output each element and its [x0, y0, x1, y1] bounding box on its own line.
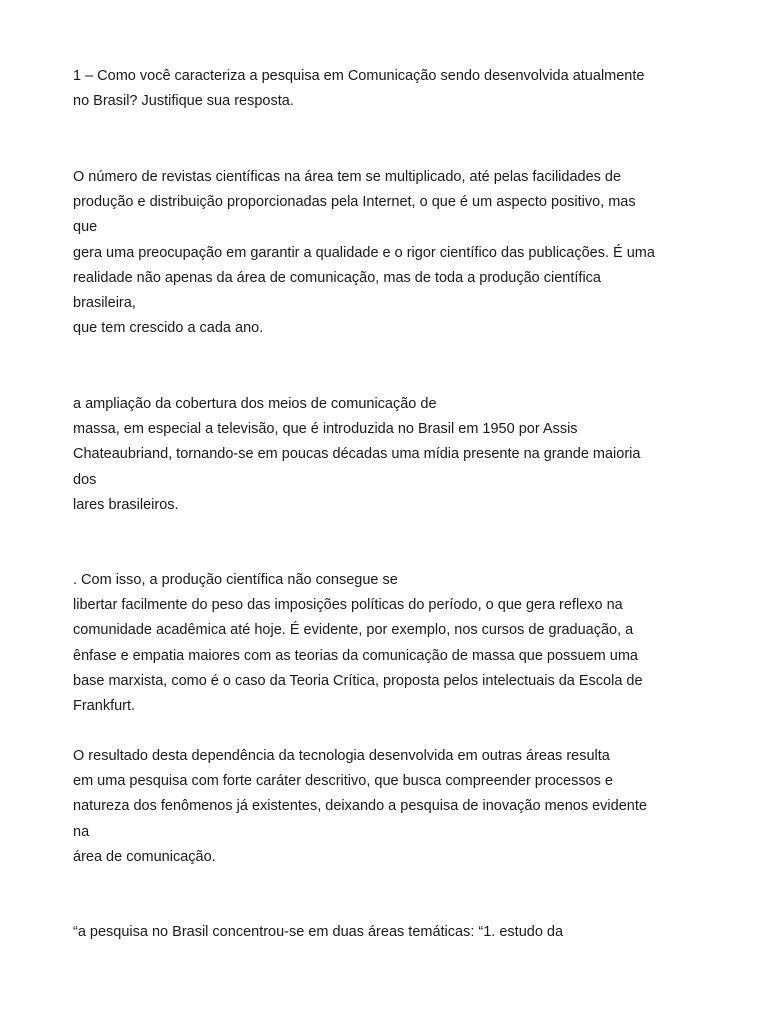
text-line: realidade não apenas da área de comunicação, mas de toda a produção científica — [73, 269, 601, 286]
text-line: área de comunicação. — [73, 848, 216, 865]
text-line: a ampliação da cobertura dos meios de comunicação de — [73, 396, 437, 412]
paragraph-thematic-areas-quote — [73, 920, 733, 945]
text-line: “a pesquisa no Brasil concentrou-se em duas áreas temáticas: “1. estudo da — [73, 924, 564, 940]
text-line: que tem crescido a cada ano. — [73, 320, 264, 337]
paragraph-political-impositions — [73, 568, 733, 719]
text-line: comunidade acadêmica até hoje. É evidente, por exemplo, nos cursos de graduação, a — [73, 622, 634, 639]
text-line: ênfase e empatia maiores com as teorias da comunicação de massa que possuem uma — [73, 647, 638, 664]
paragraph-mass-media — [73, 392, 733, 518]
text-line: em uma pesquisa com forte caráter descritivo, que busca compreender processos e — [73, 773, 613, 790]
text-line: O número de revistas científicas na área tem se multiplicado, até pelas facilidades de — [73, 169, 622, 185]
text-line: libertar facilmente do peso das imposições políticas do período, o que gera reflexo na — [73, 597, 623, 614]
text-line: lares brasileiros. — [73, 496, 179, 513]
paragraph-scientific-journals — [73, 165, 733, 341]
text-line: produção e distribuição proporcionadas pela Internet, o que é um aspecto positivo, mas — [73, 194, 636, 211]
paragraph-technology-dependence — [73, 744, 733, 870]
text-line: natureza dos fenômenos já existentes, deixando a pesquisa de inovação menos evidente — [73, 798, 647, 815]
text-line: no Brasil? Justifique sua resposta. — [73, 93, 294, 110]
text-line: gera uma preocupação em garantir a qualidade e o rigor científico das publicações. É uma — [73, 244, 655, 261]
text-line: O resultado desta dependência da tecnologia desenvolvida em outras áreas resulta — [73, 748, 610, 764]
text-line: 1 – Como você caracteriza a pesquisa em Comunicação sendo desenvolvida atualmente — [73, 68, 645, 84]
text-line: Chateaubriand, tornando-se em poucas décadas uma mídia presente na grande maioria — [73, 446, 641, 463]
text-line: base marxista, como é o caso da Teoria Crítica, proposta pelos intelectuais da Escola de — [73, 672, 643, 689]
text-line: massa, em especial a televisão, que é introduzida no Brasil em 1950 por Assis — [73, 421, 578, 438]
text-line: dos — [73, 471, 97, 488]
text-line: Frankfurt. — [73, 697, 136, 714]
question-heading — [73, 64, 733, 114]
text-line: que — [73, 219, 98, 236]
text-line: . Com isso, a produção científica não consegue se — [73, 572, 398, 588]
text-line: brasileira, — [73, 294, 136, 311]
text-line: na — [73, 823, 90, 840]
